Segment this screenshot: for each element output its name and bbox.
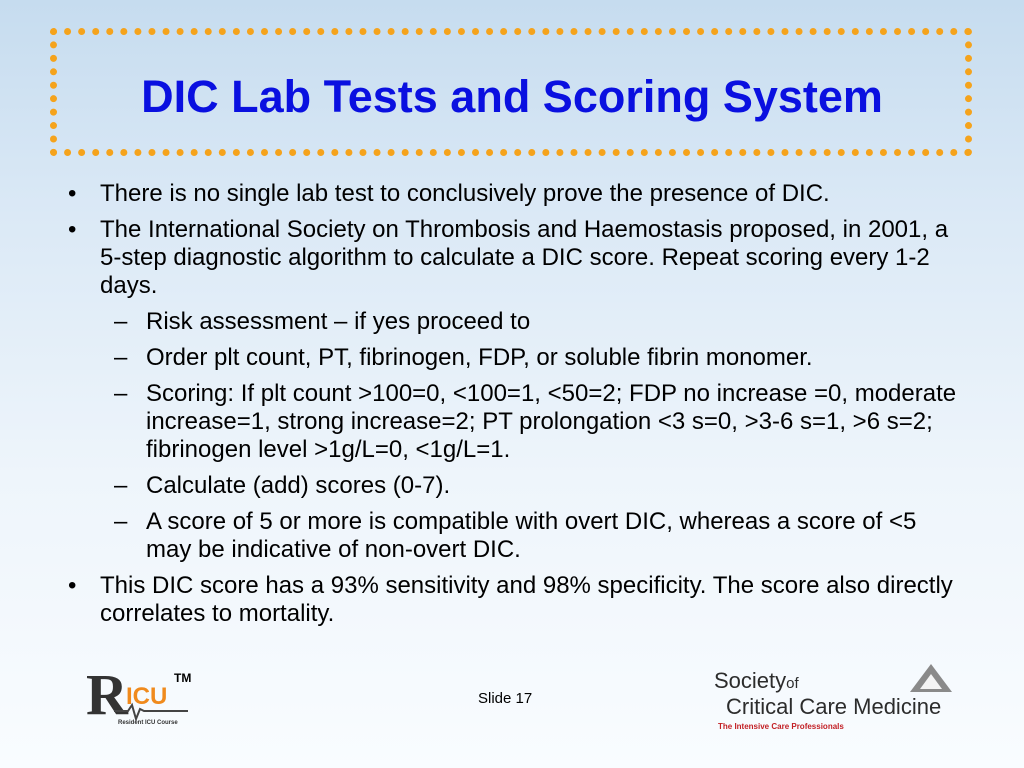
slide-content <box>62 180 962 636</box>
bullet-item <box>62 180 962 208</box>
sub-bullet-text: A score of 5 or more is compatible with overt DIC, whereas a score of <5 may be indicative of non-overt DIC. <box>146 508 917 563</box>
sccm-triangle-icon <box>908 662 954 694</box>
sub-bullet-item <box>62 308 962 336</box>
bullet-item <box>62 216 962 300</box>
ricu-logo-mark: ICU <box>126 683 168 710</box>
bullet-text: The International Society on Thrombosis and Haemostasis proposed, in 2001, a 5-step diagnostic algorithm to calculate a DIC score. Repeat scoring every 1-2 days. <box>100 216 949 299</box>
bullet-mark: • <box>68 572 77 599</box>
sub-bullet-text: Risk assessment – if yes proceed to <box>146 308 531 335</box>
bullet-mark: • <box>68 180 77 207</box>
bullet-mark: • <box>68 216 77 243</box>
bullet-text: There is no single lab test to conclusively prove the presence of DIC. <box>100 180 830 207</box>
ricu-logo-tm: TM <box>174 671 192 685</box>
sccm-tagline: The Intensive Care Professionals <box>718 722 844 731</box>
sccm-name-text: Critical Care Medicine <box>726 694 942 719</box>
dash-mark: – <box>114 472 128 499</box>
sccm-of-text: of <box>786 675 799 692</box>
sub-bullet-item <box>62 380 962 464</box>
dash-mark: – <box>114 508 128 535</box>
dash-mark: – <box>114 344 128 371</box>
sub-bullet-text: Calculate (add) scores (0-7). <box>146 472 451 499</box>
sub-bullet-text: Scoring: If plt count >100=0, <100=1, <50=2; FDP no increase =0, moderate increase=1, strong increase=2; PT prolongation <3 s=0, >3-6 s=1, >6 s=2; fibrinogen level >1g/L=0, <1g/L=1. <box>146 380 957 463</box>
sccm-society-text: Society <box>714 668 787 693</box>
ricu-logo-caption: Resident ICU Course <box>118 720 178 726</box>
ricu-logo <box>84 664 196 728</box>
dash-mark: – <box>114 380 128 407</box>
ricu-logo-letter: R <box>86 664 128 727</box>
sub-bullet-item <box>62 508 962 564</box>
sccm-logo <box>708 660 956 736</box>
sub-bullet-item <box>62 344 962 372</box>
bullet-item <box>62 572 962 628</box>
bullet-text: This DIC score has a 93% sensitivity and 98% specificity. The score also directly correlates to mortality. <box>100 572 953 627</box>
sub-bullet-item <box>62 472 962 500</box>
dash-mark: – <box>114 308 128 335</box>
sub-bullet-text: Order plt count, PT, fibrinogen, FDP, or soluble fibrin monomer. <box>146 344 813 371</box>
sccm-logo-line1 <box>714 668 799 694</box>
slide-title: DIC Lab Tests and Scoring System <box>141 71 883 122</box>
slide-number: Slide 17 <box>478 690 533 707</box>
